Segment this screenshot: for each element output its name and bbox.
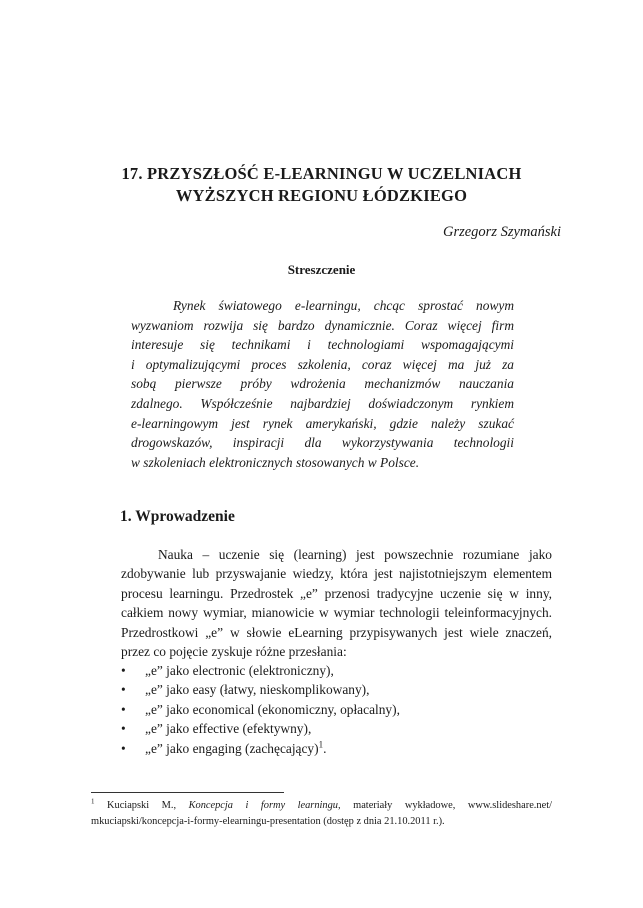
footnote-line: mkuciapski/koncepcja-i-formy-elearningu-presentation (dostęp z dnia 21.10.2011 r.). bbox=[91, 816, 445, 827]
abstract-line: sobą pierwsze próby wdrożenia mechanizmów nauczania bbox=[131, 376, 514, 392]
bullet-icon: • bbox=[121, 701, 126, 717]
paragraph-line: Przedrostkowi „e” w słowie eLearning przypisywanych jest wiele znaczeń, bbox=[121, 624, 552, 640]
paragraph-line: całkiem nowy wymiar, mianowicie w wymiar technologii teleinformacyjnych. bbox=[121, 605, 552, 621]
footnote bbox=[91, 798, 552, 830]
list-item-text: „e” jako economical (ekonomiczny, opłacalny), bbox=[145, 701, 400, 717]
list-item bbox=[121, 700, 552, 719]
section-heading: 1. Wprowadzenie bbox=[120, 508, 235, 525]
abstract-line: interesuje się technikami i technologiami wspomagającymi bbox=[131, 337, 514, 353]
abstract-line: w szkoleniach elektronicznych stosowanych w Polsce. bbox=[131, 454, 420, 470]
list-item-text: „e” jako electronic (elektroniczny), bbox=[145, 663, 334, 678]
abstract-line: drogowskazów, inspiracji dla wykorzystywania technologii bbox=[131, 435, 514, 451]
bullet-icon: • bbox=[121, 682, 126, 698]
footnote-work-title: Koncepcja i formy learningu, bbox=[188, 800, 341, 811]
bullet-icon: • bbox=[121, 663, 126, 678]
list-item bbox=[121, 661, 552, 680]
list-item-text: „e” jako engaging (zachęcający) bbox=[145, 740, 319, 756]
body-paragraph bbox=[121, 545, 552, 661]
list-item-punctuation: . bbox=[323, 740, 327, 756]
abstract-line: i optymalizującymi proces szkolenia, coraz więcej ma już za bbox=[131, 356, 514, 372]
abstract-line: wyzwaniom rozwija się bardzo dynamicznie. Coraz więcej firm bbox=[131, 317, 514, 333]
footnote-author: Kuciapski M., bbox=[107, 800, 177, 811]
paragraph-line: Nauka – uczenie się (learning) jest powszechnie rozumiane jako bbox=[158, 547, 552, 562]
abstract-line: e-learningowym jest rynek amerykański, gdzie należy szukać bbox=[131, 415, 514, 431]
footnote-divider bbox=[91, 792, 284, 793]
footnote-source: materiały wykładowe, www.slideshare.net/ bbox=[353, 800, 552, 811]
bullet-icon: • bbox=[121, 740, 126, 756]
list-item bbox=[121, 719, 552, 738]
abstract-text bbox=[131, 296, 514, 472]
footnote-number: 1 bbox=[91, 797, 95, 806]
abstract-line: zdalnego. Współcześnie najbardziej doświadczonym rynkiem bbox=[131, 395, 514, 411]
paragraph-line: zdobywanie lub przyswajanie wiedzy, która jest najistotniejszym elementem bbox=[121, 566, 552, 582]
paragraph-line: przez co pojęcie zyskuje różne przesłania: bbox=[121, 643, 347, 659]
abstract-line: Rynek światowego e-learningu, chcąc sprostać nowym bbox=[173, 298, 514, 313]
chapter-title-line: WYŻSZYCH REGIONU ŁÓDZKIEGO bbox=[175, 186, 468, 205]
abstract-heading: Streszczenie bbox=[287, 262, 356, 277]
footnote-reference[interactable]: 1 bbox=[318, 739, 324, 750]
list-item bbox=[121, 680, 552, 699]
chapter-title-line: 17. PRZYSZŁOŚĆ E-LEARNINGU W UCZELNIACH bbox=[121, 164, 522, 183]
list-item bbox=[121, 739, 552, 758]
bullet-icon: • bbox=[121, 721, 126, 737]
author-name: Grzegorz Szymański bbox=[442, 224, 561, 240]
list-item-text: „e” jako easy (łatwy, nieskomplikowany), bbox=[145, 682, 370, 698]
footnote-line bbox=[91, 798, 552, 814]
chapter-title bbox=[80, 163, 563, 207]
paragraph-line: procesu learningu. Przedrostek „e” przenosi tradycyjne uczenie się w inny, bbox=[121, 585, 552, 601]
meaning-list bbox=[121, 661, 552, 758]
list-item-text: „e” jako effective (efektywny), bbox=[145, 721, 312, 737]
